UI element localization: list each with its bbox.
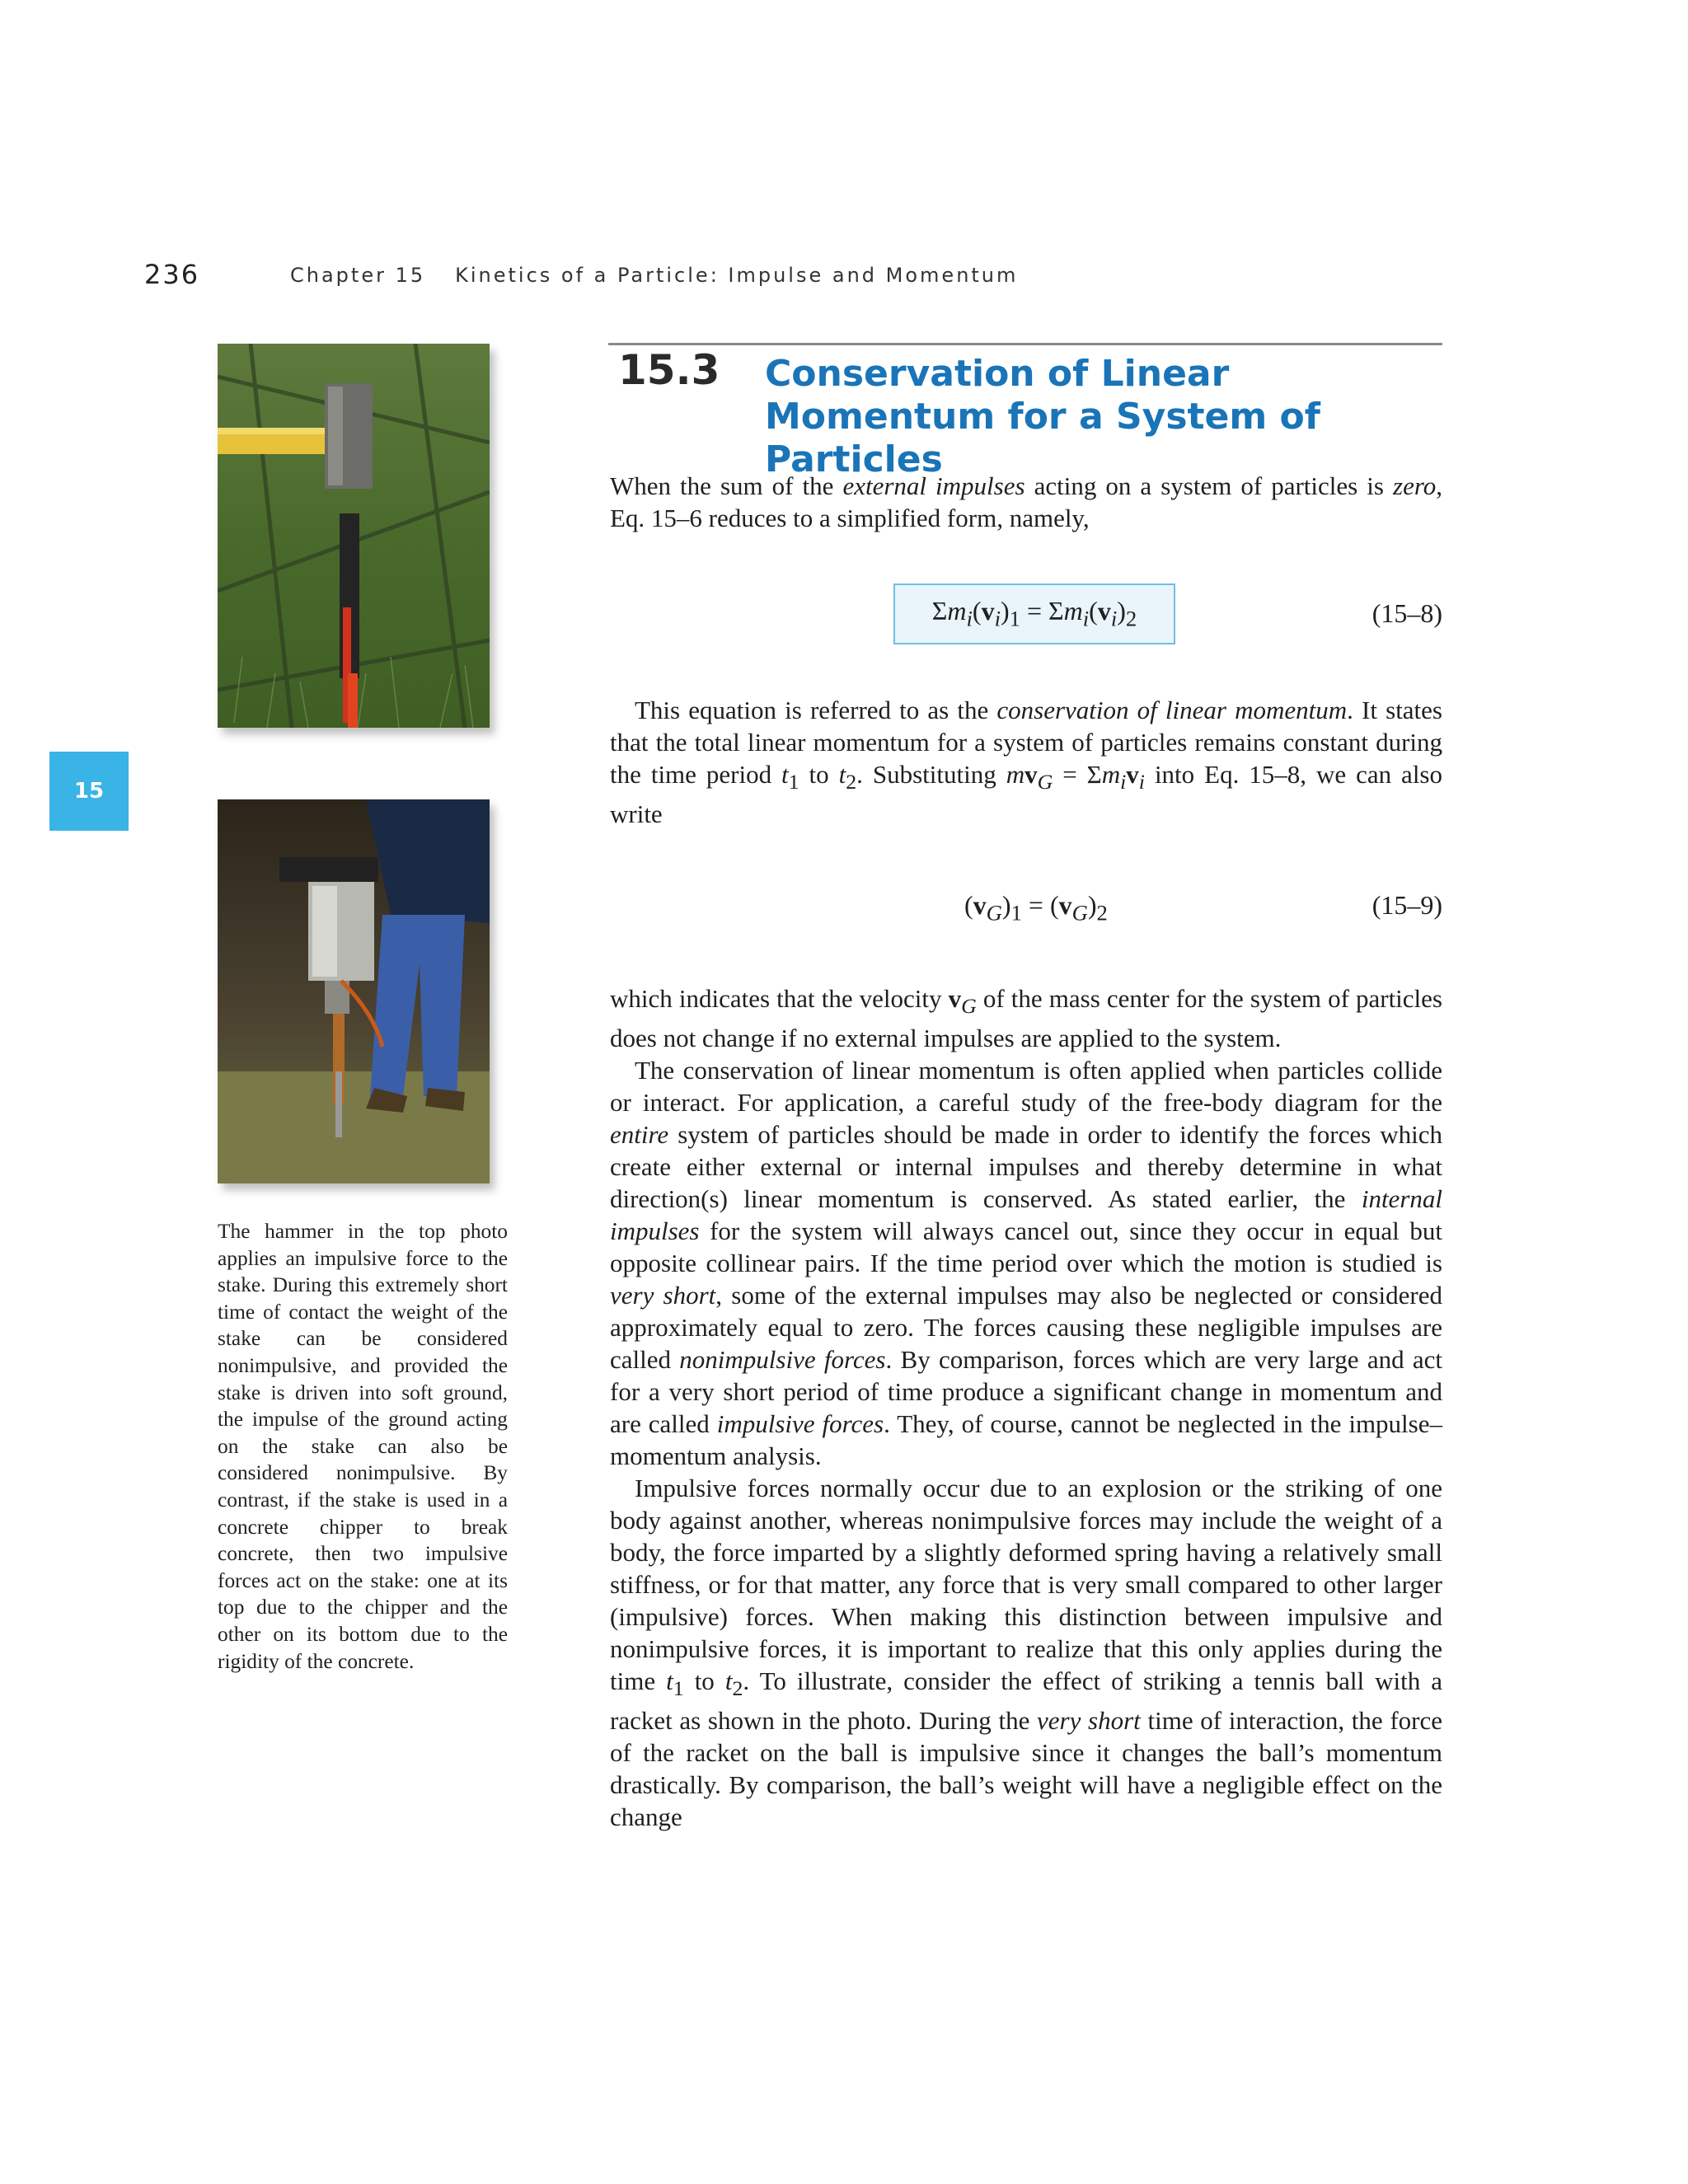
intro-paragraph: When the sum of the external impulses acting on a system of particles is zero, Eq. 15–6 reduces to a simplified form, namely, (610, 471, 1442, 532)
photo-caption: The hammer in the top photo applies an impulsive force to the stake. During this extremely short time of contact the weight of the stake can be considered nonimpulsive, and provided the stake is driven into soft ground, the impulse of the ground acting on the stake can also be considered nonimpulsive. By contrast, if the stake is used in a concrete chipper to break concrete, then two impulsive forces act on the stake: one at its top due to the chipper and the other on its bottom due to the rigidity of the concrete. (218, 1220, 508, 1673)
page-header (0, 259, 1688, 295)
hammer-stake-photo (218, 344, 490, 728)
section-title: Conservation of Linear Momentum for a System of Particles (765, 353, 1320, 480)
concrete-chipper-photo (218, 799, 490, 1183)
chapter-tab: 15 (49, 752, 129, 831)
running-head (290, 264, 1018, 287)
equation-15-8: $\Sigma m_i(v_i)_1 = \Sigma m_i(v_i)_2$ (893, 583, 1175, 644)
page-number: 236 (144, 259, 200, 290)
section-number: 15.3 (618, 346, 720, 394)
equation-number-15-8: (15–8) (1372, 598, 1442, 628)
equation-15-9: $(v_G)_1 = (v_G)_2$ (964, 890, 1108, 926)
conservation-paragraph: This equation is referred to as the conservation of linear momentum. It states that the total linear momentum for a system of particles remains constant during the time period $t_1$ to $t_2$. Substituting $mv_G = \Sigma m_iv_i$ into Eq. 15–8, we can also write (610, 696, 1442, 829)
section-rule (608, 343, 1442, 345)
running-head-chapter: Chapter 15 (290, 264, 426, 287)
main-body-text: which indicates that the velocity $v_G$ of the mass center for the system of particles does not change if no external impulses are applied to the system. The conservation of linear momentum is often applied when particles collide or interact. For application, a careful study of the free-body diagram for the entire system of particles should be made in order to identify the forces which create either external or internal impulses and thereby determine in what direction(s) linear momentum is conserved. As stated earlier, the internal impulses for the system will always cancel out, since they occur in equal but opposite collinear pairs. If the time period over which the motion is studied is very short, some of the external impulses may also be neglected or considered approximately equal to zero. The forces causing these negligible impulses are called nonimpulsive forces. By comparison, forces which are very large and act for a very short period of time produce a significant change in momentum and are called impulsive forces. They, of course, cannot be neglected in the impulse–momentum analysis. Impulsive forces normally occur due to an explosion or the striking of one body against another, whereas nonimpulsive forces may include the weight of a body, the force imparted by a slightly deformed spring having a relatively small stiffness, or for that matter, any force that is very small compared to other larger (impulsive) forces. When making this distinction between impulsive and nonimpulsive forces, it is important to realize that this only applies during the time $t_1$ to $t_2$. To illustrate, consider the effect of striking a tennis ball with a racket as shown in the photo. During the very short time of interaction, the force of the racket on the ball is impulsive since it changes the ball’s momentum drastically. By comparison, the ball’s weight will have a negligible effect on the change (610, 984, 1443, 1832)
equation-number-15-9: (15–9) (1372, 890, 1442, 920)
running-head-title: Kinetics of a Particle: Impulse and Momentum (455, 264, 1019, 287)
